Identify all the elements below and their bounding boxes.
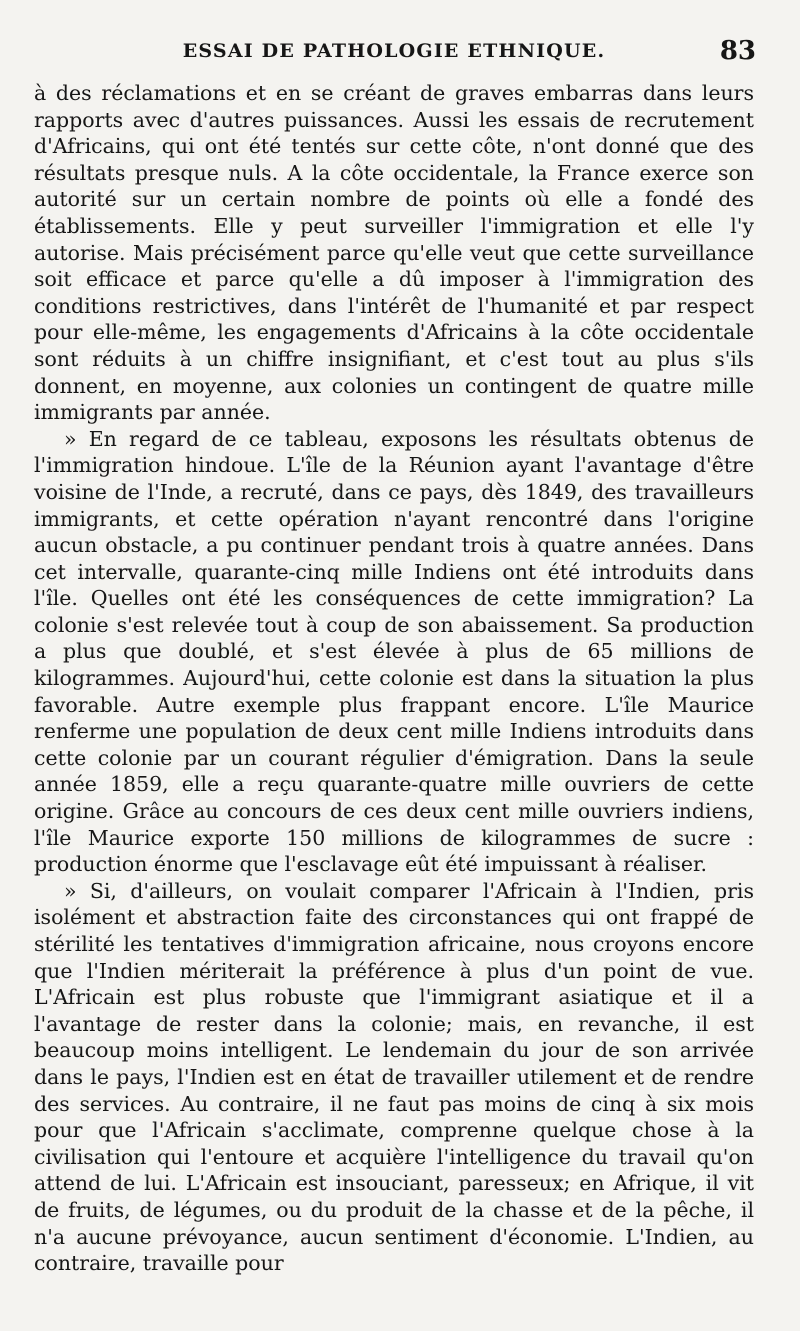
paragraph: à des réclamations et en se créant de graves embarras dans leurs rapports avec d'autres puissances. Aussi les essais de recrutement d'Africains, qui ont été tentés sur cette côte, n'ont donné que des résultats presque nuls. A la côte occidentale, la France exerce son autorité sur un certain nombre de points où elle a fondé des établissements. Elle y peut surveiller l'immigration et elle l'y autorise. Mais précisément parce qu'elle veut que cette surveillance soit efficace et parce qu'elle a dû imposer à l'immigration des conditions restrictives, dans l'intérêt de l'humanité et par respect pour elle-même, les engagements d'Africains à la côte occidentale sont réduits à un chiffre insignifiant, et c'est tout au plus s'ils donnent, en moyenne, aux colonies un contingent de quatre mille immigrants par année. [34, 81, 754, 425]
page-number: 83 [719, 36, 756, 66]
paragraph: » En regard de ce tableau, exposons les résultats obtenus de l'immigration hindoue. L'île de la Réunion ayant l'avantage d'être voisine de l'Inde, a recruté, dans ce pays, dès 1849, des travailleurs immigrants, et cette opération n'ayant rencontré dans l'origine aucun obstacle, a pu continuer pendant trois à quatre années. Dans cet intervalle, quarante-cinq mille Indiens ont été introduits dans l'île. Quelles ont été les conséquences de cette immigration? La colonie s'est relevée tout à coup de son abaissement. Sa production a plus que doublé, et s'est élevée à plus de 65 millions de kilogrammes. Aujourd'hui, cette colonie est dans la situation la plus favorable. Autre exemple plus frappant encore. L'île Maurice renferme une population de deux cent mille Indiens introduits dans cette colonie par un courant régulier d'émigration. Dans la seule année 1859, elle a reçu quarante-quatre mille ouvriers de cette origine. Grâce au concours de ces deux cent mille ouvriers indiens, l'île Maurice exporte 150 millions de kilogrammes de sucre : production énorme que l'esclavage eût été impuissant à réaliser. [34, 426, 754, 877]
page-header [34, 38, 754, 80]
body-text [34, 80, 754, 1277]
running-title: ESSAI DE PATHOLOGIE ETHNIQUE. [182, 40, 606, 62]
paragraph: » Si, d'ailleurs, on voulait comparer l'Africain à l'Indien, pris isolément et abstraction faite des circonstances qui ont frappé de stérilité les tentatives d'immigration africaine, nous croyons encore que l'Indien mériterait la préférence à plus d'un point de vue. L'Africain est plus robuste que l'immigrant asiatique et il a l'avantage de rester dans la colonie; mais, en revanche, il est beaucoup moins intelligent. Le lendemain du jour de son arrivée dans le pays, l'Indien est en état de travailler utilement et de rendre des services. Au contraire, il ne faut pas moins de cinq à six mois pour que l'Africain s'acclimate, comprenne quelque chose à la civilisation qui l'entoure et acquière l'intelligence du travail qu'on attend de lui. L'Africain est insouciant, paresseux; en Afrique, il vit de fruits, de légumes, ou du produit de la chasse et de la pêche, il n'a aucune prévoyance, aucun sentiment d'économie. L'Indien, au contraire, travaille pour [34, 878, 754, 1276]
